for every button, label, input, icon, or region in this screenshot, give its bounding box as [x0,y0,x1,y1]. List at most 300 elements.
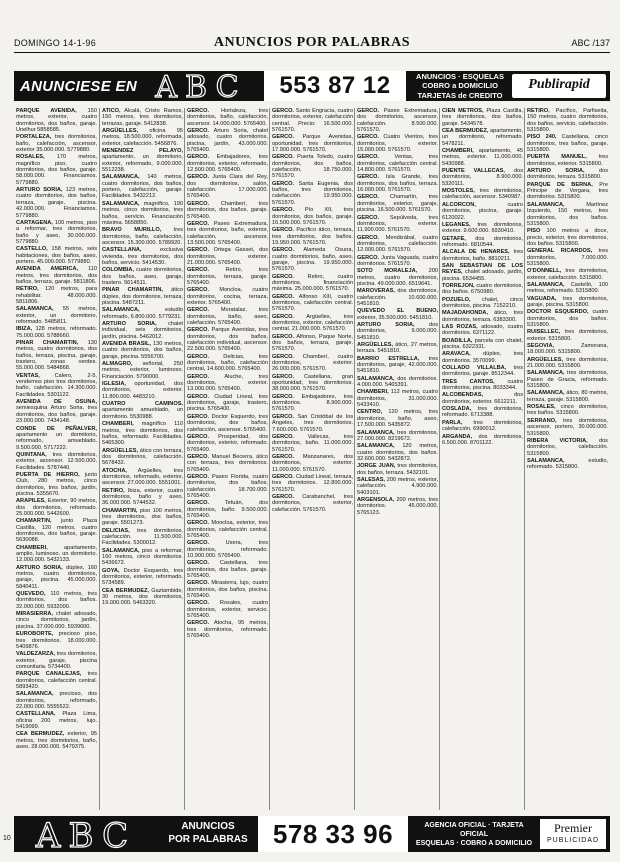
ad-keyword: CEA BERMUDEZ, [16,731,65,738]
ad-text: Carabanchel, tres dormitorios, exterior, calefacción. 5761570. [272,493,353,513]
phone-box [264,71,406,101]
bottom-advert-banner [14,816,610,852]
classified-ad [357,376,438,389]
ad-keyword: SALAMANCA, [357,375,395,382]
ad-text: chalet, cinco dormitorios, piscina. 7152210. [442,296,523,309]
classified-ad [187,500,268,519]
ad-text: Retiro, cuatro dormitorios, financiación máxima. 25.000.000. 5761570. [272,273,353,293]
ad-text: Castellana, tres dormitorios, dos baños, garaje. 5765400. [187,560,268,580]
ad-text: dos dormitorios, terraza. 5315800. [527,168,608,181]
ad-column [439,108,525,810]
ad-text: Pacífico, Parfiseita, 150 metros, cuatro dormitorios, dos baños, servicio, calefacción. 5315800. [527,108,608,134]
classified-ad [16,545,97,564]
ad-keyword: GERCO. [187,200,210,207]
classified-ad [272,474,353,493]
classified-ad [527,202,608,227]
classified-ad [527,329,608,342]
ad-keyword: GERCO. [272,393,295,400]
ad-text: Santa Eugenia, dos baños, tres dormitorios, calefacción. 19.950.000. 5761570. [272,180,353,206]
ad-text: magnífico 110 metros, tres dormitorios, dos baños, reformado. Facilidades. 5465300. [102,421,183,447]
ad-keyword: CIEN METROS, [442,108,484,114]
classified-ad [272,207,353,226]
classified-ad [357,288,438,307]
ad-text: Moncloa, cuatro dormitorios, cocina, terraza, exterior. 5765400. [187,287,268,306]
ad-keyword: GERCO. [187,267,210,274]
classified-ad [16,671,97,690]
ad-keyword: LEGANES, [442,221,471,228]
ad-text: apartamento, 45 metros, exterior. 11.000.000. 5430988. [442,148,523,167]
ad-text: 200 metros, tres dormitorios. 45.000.000. 5765123. [357,496,438,516]
classified-ad [442,406,523,419]
classified-ad [187,221,268,246]
ad-text: Pre Principe de Vergara, tres dormitorios. 5315800. [527,181,608,201]
ad-keyword: GERCO. [272,180,295,187]
ad-keyword: SALAMANCA, [357,429,395,436]
ad-text: Junta Vaguada, cuatro dormitorios. 5761570. [357,254,439,267]
classified-ad [187,201,268,220]
ad-keyword: CHAMBERI, [357,389,389,396]
abc-logo [132,72,270,100]
classified-ad [16,373,97,398]
classified-ad [187,128,268,153]
ad-keyword: PUERTA DE HIERRO, [16,471,80,478]
classified-ad [187,354,268,373]
ad-text: apartamento, un dormitorio, exterior, reformado, 9.000.000. 5512238. [102,154,183,174]
ad-keyword: GERCO. [187,540,210,547]
classified-ad [442,283,523,296]
classified-ad [357,154,438,173]
classified-ad [357,194,438,213]
ad-keyword: AVENIDA AMERICA, [16,266,79,273]
ad-text: Ciudad Lineal, tres dormitorios, garaje, trastero, piscina. 5765400. [187,393,268,413]
ad-text: ático, 27 metros, terraza. 5451810. [357,342,438,355]
classified-ad [272,247,353,272]
ad-text: parcela con chalet, piscina. 6322331. [442,337,523,351]
classified-ad [272,374,353,393]
ad-text: piso a reformar, 160 metros, cinco dormitorios. 5436672. [102,547,183,567]
classified-ad [272,294,353,313]
ad-keyword: GERCO. [357,154,380,161]
ad-keyword: CUATRO CAMINOS, [102,401,183,408]
ad-text: Manzanares, dos dormitorios, exterior. 11.000.000. 5761570. [272,453,353,473]
ad-keyword: SALAMANCA, [102,174,140,181]
ad-text: Alfonso XIII, cuatro dormitorios, calefacción central. 5761570. [272,293,353,313]
classified-ad [16,399,97,424]
ad-text: Puerta Toledo, cuatro dormitorios, dos baños, calefacción, 18.750.000. 5761570. [272,154,353,180]
ad-keyword: RIBERA VICTORIA, [527,437,588,444]
classified-ad [442,379,523,392]
ad-text: tres dormitorios, garaje. 8512344. [442,365,523,378]
ad-keyword: RETIRO, [527,108,550,114]
ad-text: tres dormitorios, 7.000.000. 5315800. [527,248,608,267]
ad-text: chalet adosado, cinco dormitorios, jardín, piscina. 37.000.000. 5939600. [16,611,97,630]
classified-ad [272,454,353,473]
ad-text: tres dormitorios, calefacción. 11.500.000. Facilidades. 5300012. [102,527,183,547]
ad-keyword: PUERTA MANUEL, [527,154,587,161]
classified-ad [272,154,353,179]
ad-text: exclusiva vivienda, tres dormitorios, dos baños, servicio. 5414530. [102,247,183,266]
ad-keyword: GERCO. [187,287,210,294]
ad-keyword: GERCO. [357,174,380,181]
classified-ad [16,498,97,517]
ad-text: 120 metros, tres dormitorios, baño, aseo, 17.500.000. 5435872. [357,409,438,429]
ad-keyword: GERCO. [187,353,210,360]
ad-text: Pío XII, tres dormitorios, dos baños, garaje. 16.500.000. 5761570. [272,207,353,226]
ad-keyword: BRAVO MURILLO, [102,227,162,234]
classified-ad [442,168,523,187]
classified-ad [102,568,183,587]
classified-ad [102,588,183,607]
ad-keyword: GERCO. [187,393,210,400]
ad-keyword: TRES CANTOS, [442,378,495,385]
ad-text: Zamorana, 18.000.000. 5315800. [527,343,608,356]
ad-text: apartamento amueblado, un dormitorio. 5530988. [102,407,183,420]
ad-text: cuatro dormitorios, dos baños. 5315800. [527,309,608,328]
ad-text: adosado, cuatro dormitorios. 6371122. [442,324,523,337]
ad-text: 200 metros, exterior, calefacción. 4.900.000. 5403101. [357,476,438,496]
classified-ad [527,418,608,437]
ad-keyword: MAJADAHONDA, [442,310,488,317]
classified-ad [357,477,438,496]
ad-text: 120 metros, cuatro dormitorios, dos baños. 32.600.000. 5432872. [357,443,438,462]
ad-keyword: VENTAS, [16,372,40,379]
banner-services [410,72,510,100]
ad-text: tres dormitorios, baño. 8810211. [442,249,523,262]
ad-text: tres dormitorios, Paseo de Gracia, reformado. 5315800. [527,370,608,390]
classified-ad [187,394,268,413]
classified-ad [357,443,438,462]
ad-keyword: GERCO. [272,247,295,254]
classified-ad [272,274,353,293]
banner-anuncios-label [162,820,254,846]
classified-ad [16,731,97,750]
ad-keyword: ARTURO SORIA, [357,322,415,328]
ad-text: semiesquina Arturo Soria, tres dormitorios, dos baños, garaje. 23.000.000. 7434148. [16,405,97,425]
ad-column [14,108,99,810]
classified-ad [442,202,523,221]
ad-text: Cuatro Vientos, tres dormitorios, exterior. 15.000.000. 5761570. [357,134,438,154]
abc-logo-letters: ABC [35,818,137,850]
banner-service-line: COBRO a DOMICILIO [422,81,498,91]
classified-ad [357,308,438,321]
ad-keyword: EUROBORTE, [16,631,54,638]
header-date: DOMINGO 14-1-96 [14,38,97,48]
classified-ad [442,324,523,337]
ad-keyword: ROSALES, [527,404,556,411]
banner-service-line: TARJETAS de CREDITO [417,90,503,100]
ad-text: Rosales, cuatro dormitorios, exterior, servicio. 5765400. [187,600,268,620]
ad-keyword: AVENIDA BRASIL, [102,341,151,348]
classified-ad [357,322,438,341]
ad-text: Parque Avenidas, tres dormitorios, dos baños, calefacción individual, ascensor. 22.500.000. 5765400. [187,327,268,353]
ad-text: 128 metros, reformado. 75.000.000. 5788660. [16,326,97,339]
classified-ad [527,458,608,471]
ad-keyword: QUINTANA, [16,451,47,458]
ad-keyword: ALCORCON, [442,201,476,208]
top-advert-banner [14,71,610,101]
ad-text: Aluche, tres dormitorios, exterior. 13.000.000. 5765400. [187,373,268,393]
ad-text: tres dormitorios, exterior, garaje, piscina comunitaria. 5734400. [16,651,97,670]
ad-keyword: GERCO. [272,108,295,114]
ad-text: oportunidad, dos dormitorios, exterior. 11.800.000. 4483210. [102,381,183,400]
ad-text: Ciudad Lineal, terraza, tres dormitorios. 12.800.000. 5761570. [272,473,353,493]
ad-text: Castellana, cinco dormitorios, tres baños, garaje. 5315800. [527,134,608,154]
ad-keyword: GERCO. [187,108,210,114]
ad-keyword: LAS ROZAS, [442,324,478,330]
classified-ad [357,235,438,254]
classified-ad [527,357,608,370]
classified-ad [16,426,97,451]
classified-ad [527,296,608,309]
ad-text: 120 metros, para rehabilitar. 48.000.000. 5811806. [16,286,97,305]
banner-phone: 578 33 96 [272,819,394,849]
ad-keyword: CASTELLANA, [16,711,56,718]
ad-keyword: CENTRO, [357,409,383,416]
classified-ad [102,448,183,467]
ad-text: Exterior, 90 metros, dos dormitorios, reformado. 25.000.000. 5442600. [16,498,97,517]
ad-keyword: O'DONNELL, [527,268,562,275]
ad-text: estudio, reformado. 5315800. [527,457,608,471]
ad-text: Prosperidad, dos dormitorios, exterior, reformado. 5765400. [187,433,268,453]
ad-text: dos dormitorios, reformado. 6810544. [442,235,523,248]
ad-text: 110 metros, tres dormitorios, dos baños, terraza, garaje. 5811806. [16,266,97,285]
classified-ad [272,227,353,246]
classified-ad [357,215,438,234]
ad-text: apartamento, un dormitorio, reformado. 5478211. [442,128,523,147]
ad-text: Moncloa, exterior, tres dormitorios, calefacción central. 5765400. [187,520,269,539]
ad-text: Parque Avenidas, oportunidad, tres dormitorios, 17.900.000. 5761570. [272,134,353,154]
classified-ad [442,188,523,201]
ad-keyword: BARRIO ESTRELLA, [357,355,420,362]
ad-text: cuatro dormitorios, dos baños. 6750980. [442,282,523,296]
ad-keyword: ARGÜELLES, [527,356,564,363]
ad-text: Alfonso, Paque Norte, dos baños, terraza, garaje. 5761570. [272,333,353,353]
classified-ad [442,392,523,405]
classified-ad [102,488,183,507]
ad-text: precioso, dos dormitorios, reformado, 22.000.000. 5555522. [16,691,97,710]
ad-keyword: GERCO. [272,313,295,320]
ad-text: Atocha, 95 metros, tres dormitorios, reformado. 5765400. [187,620,269,640]
ad-keyword: PISO 240, [527,134,557,141]
ad-keyword: ARGENSOLA, [357,496,395,503]
ad-text: junto Club, 280 metros, cinco dormitorios, tres baños, jardín, piscina. 5355670. [16,471,97,497]
ad-column [354,108,440,810]
classified-ad [357,134,438,153]
ad-text: Castellana, gran oportunidad, tres dormitorios. 38.000.000. 5761570. [272,373,353,393]
ad-text: tres dormitorios, reformado. 6713388. [442,406,523,419]
ad-text: chalet individual, seis dormitorios, jardín, piscina. 5462012. [102,321,183,340]
banner-anuncios-line: POR PALABRAS [168,834,248,845]
ad-keyword: BOADILLA, [442,337,473,344]
ad-keyword: GERCO. [187,560,210,567]
ad-text: dos dormitorios, exterior. 6612211. [442,392,523,405]
section-title: ANUNCIOS POR PALABRAS [213,35,411,50]
ad-keyword: GERCO. [187,128,210,135]
classified-ad [272,181,353,206]
ad-keyword: MENENDEZ PELAYO, [102,148,183,155]
classified-ad [357,497,438,516]
classified-ad [527,268,608,281]
ad-text: Paseo Florida, cuatro dormitorios, dos baños, calefacción. 18.700.000. 5765400. [187,473,268,499]
ad-keyword: ATICO, [102,108,121,114]
ad-keyword: GERCO. [187,620,210,627]
ad-text: 100 metros a doce, precio, exterior, tres dormitorios, dos baños. 5315800. [527,228,608,247]
banner-service-line: ANUNCIOS · ESQUELAS [416,72,504,81]
classified-ad [527,134,608,153]
ad-keyword: CASTELLANA, [102,247,142,254]
ad-text: Pacífico ático, terraza, tres dormitorios, dos baños. 19.950.000. 5761570. [272,227,353,246]
ad-text: ático con terraza, dos dormitorios, calefacción. 5678432. [102,447,183,467]
ad-text: magnífico, 190 metros, cinco dormitorios, tres baños, servicio. Financiación máxima. 5658850. [102,200,183,226]
ad-text: ático, tres dormitorios, terraza. 6383300. [442,310,523,323]
ad-text: dos dormitorios, calefacción. 5315800. [527,437,608,457]
classified-ad [102,267,183,286]
ad-keyword: QUEVEDO, [16,591,46,598]
ad-text: dos dormitorios, 9.000.000. 5451810. [357,322,438,341]
ad-text: ático, 80 metros, terraza, garaje. 5315800. [527,390,608,403]
ad-keyword: SALAMANCA, [102,200,140,207]
ad-keyword: GERCO. [272,373,295,380]
ad-keyword: SALAMANCA, [527,201,565,208]
ad-keyword: SALAMANCA, [357,443,395,450]
ad-text: Usera, tres dormitorios, reformado. 10.900.000. 5765400. [187,540,268,560]
ad-keyword: ATOCHA, [102,467,127,474]
classified-ad [16,266,97,285]
ad-keyword: GERCO. [357,254,380,261]
classified-ad [102,341,183,360]
classified-ad [16,591,97,610]
ad-keyword: ARAVACA, [442,351,471,358]
ad-keyword: SALAMANCA, [102,547,140,554]
classified-ad [187,267,268,286]
ad-text: exterior, 35.500.000. 5451810. [357,314,433,321]
ad-keyword: SALESAS, [357,476,385,483]
ad-column [184,108,270,810]
ad-keyword: CHAMARTIN, [16,518,52,525]
ad-text: dos dormitorios, 6.500.000. 8701122. [442,433,523,446]
ad-keyword: VALDEZARZA, [16,651,56,658]
classified-ad [16,154,97,186]
ad-keyword: GERCO. [272,207,295,214]
ad-keyword: GERCO. [187,174,210,181]
classified-ad [102,361,183,380]
classified-ad [187,247,268,266]
ad-keyword: ARGÜELLES, [102,447,139,454]
ad-text: Hortaleza, tres dormitorios, baño, calefacción, ascensor. 14.000.000. 5765400. [187,108,268,127]
classified-ad [16,220,97,245]
ad-text: Paseo Extremadura, dos dormitorios, ascensor, calefacción. 8.500.000. 5761570. [357,108,438,134]
ad-keyword: GERCO. [272,154,295,161]
classified-ad [102,401,183,420]
ad-text: 130 metros, cuatro dormitorios, dos baños, garaje, piscina. 5556700. [102,341,183,360]
classified-ad [16,691,97,710]
classified-ad [357,342,438,355]
classified-ad [16,452,97,471]
classified-ad [442,108,523,127]
ad-keyword: GERCO. [187,220,210,227]
banner-anuncios-line: ANUNCIOS [181,821,235,832]
ad-keyword: SALAMANCA, [16,691,54,698]
classified-ad [187,434,268,453]
classified-ad [187,327,268,352]
publirapid-logo-text: Publirapid [528,77,590,92]
classified-ad [272,334,353,353]
ad-keyword: ALMAGRO, [102,361,133,368]
classified-ad [272,314,353,333]
ad-keyword: ARTURO SORIA, [102,321,157,327]
ad-text: tres dormitorios, 27.000.000. 8219672. [357,429,438,442]
ad-keyword: JORGE JUAN, [357,463,396,470]
ad-keyword: DELICIAS, [102,527,130,534]
ad-text: exterior, 95 metros, tres dormitorios, baño, aseo. 28.000.000. 5479375. [16,731,97,750]
classified-ad [16,187,97,219]
classified-ad [442,263,523,282]
ad-keyword: GOYA, [102,567,120,574]
classified-ad [102,321,183,340]
ad-keyword: GERCO. [272,333,295,340]
classified-ad [187,474,268,499]
ad-text: tres dormitorios, calefacción central. 5893420. [16,671,97,690]
classified-ad [442,351,523,364]
classified-ad [16,108,97,133]
ad-keyword: ARTURO SORIA, [527,168,585,175]
ad-text: Alameda Osuna, cuatro dormitorios, baño, aseo, garaje, piscina. 19.950.000. 5761570. [272,247,353,273]
classified-ad [357,356,438,375]
classified-ad [102,148,183,173]
ad-text: tres dormitorios, calefacción. 6990012. [442,419,523,433]
ad-column [524,108,610,810]
ad-keyword: SEGOVIA, [527,343,555,350]
ad-keyword: RUISELLEC, [527,329,561,336]
ad-text: 158 metros, seis habitaciones, dos baños, aseo, portero. 45.000.000. 5779880. [16,246,97,265]
ad-keyword: SALAMANCA, [527,370,565,377]
ad-text: Embajadores, tres dormitorios. 8.900.000. 5761570. [272,393,353,413]
classified-ad [16,651,97,670]
classified-ad [16,631,97,650]
ad-keyword: SALAMANCA, [16,306,54,313]
ad-keyword: ARGÜELLES, [357,342,394,349]
ad-text: Chamartín, tres dormitorios, exterior, garaje, piscina. 16.500.000. 5761570. [357,194,438,214]
ad-text: ático dúplex, dos dormitorios, terraza, piscina. 5487211. [102,287,183,306]
ad-text: Chamberí, cuatro dormitorios, exterior. 26.000.000. 5761570. [272,353,353,373]
ad-text: Chamberí, tres dormitorios, dos baños, garaje. 5765400. [187,200,268,220]
ad-keyword: QUEVEDO EL BUENO, [357,308,438,315]
ad-keyword: RETIRO, [102,487,125,494]
ad-text: Isla Grande, tres dormitorios, dos baños, terraza. 16.000.000. 5761570. [357,174,438,194]
classified-ad [16,611,97,630]
classified-ad [527,370,608,389]
classified-ad [187,560,268,579]
classified-ad [102,108,183,127]
classified-ad [527,168,608,181]
classified-ad [102,381,183,400]
classified-ad [442,249,523,262]
ad-text: Plaza Lima, oficina 200 metros, lujo. 5419099. [16,711,97,730]
ad-text: Santo Engracia, cuatro dormitorios, exterior, calefacción central. Precio: 16.500.000. 5761570. [272,108,354,134]
ad-text: 130 metros, cuatro dormitorios, dos baños, terraza, piscina, garaje, trastero, zonas verdes. 55.000.000. 5484868. [16,340,97,372]
ad-text: 112 metros, cuatro dormitorios, 31.000.000. 5433410. [357,389,438,409]
ad-text: 200 metros, cuatro dormitorios, piscina. 49.000.000. 6519641. [357,268,438,287]
ad-keyword: ARGÜELLES, [102,128,139,135]
ad-text: oficina 95 metros, 18.500.000, reformada, exterior, calefacción. 5456876. [102,128,183,147]
ad-text: junto Plaza Castilla, 120 metros, cuatro dormitorios, dos baños, garaje. 5630088. [16,518,97,544]
ad-text: Calero, 2-5, vendemos piso tres dormitorios, baño, calefacción. 14.300.000. Facilidades. 5301122. [16,372,97,398]
ad-keyword: GERCO. [272,493,295,500]
margin-number: 10 [3,835,11,842]
classified-ad [187,454,268,473]
ad-keyword: GERCO. [357,234,380,241]
classified-ad [272,434,353,453]
